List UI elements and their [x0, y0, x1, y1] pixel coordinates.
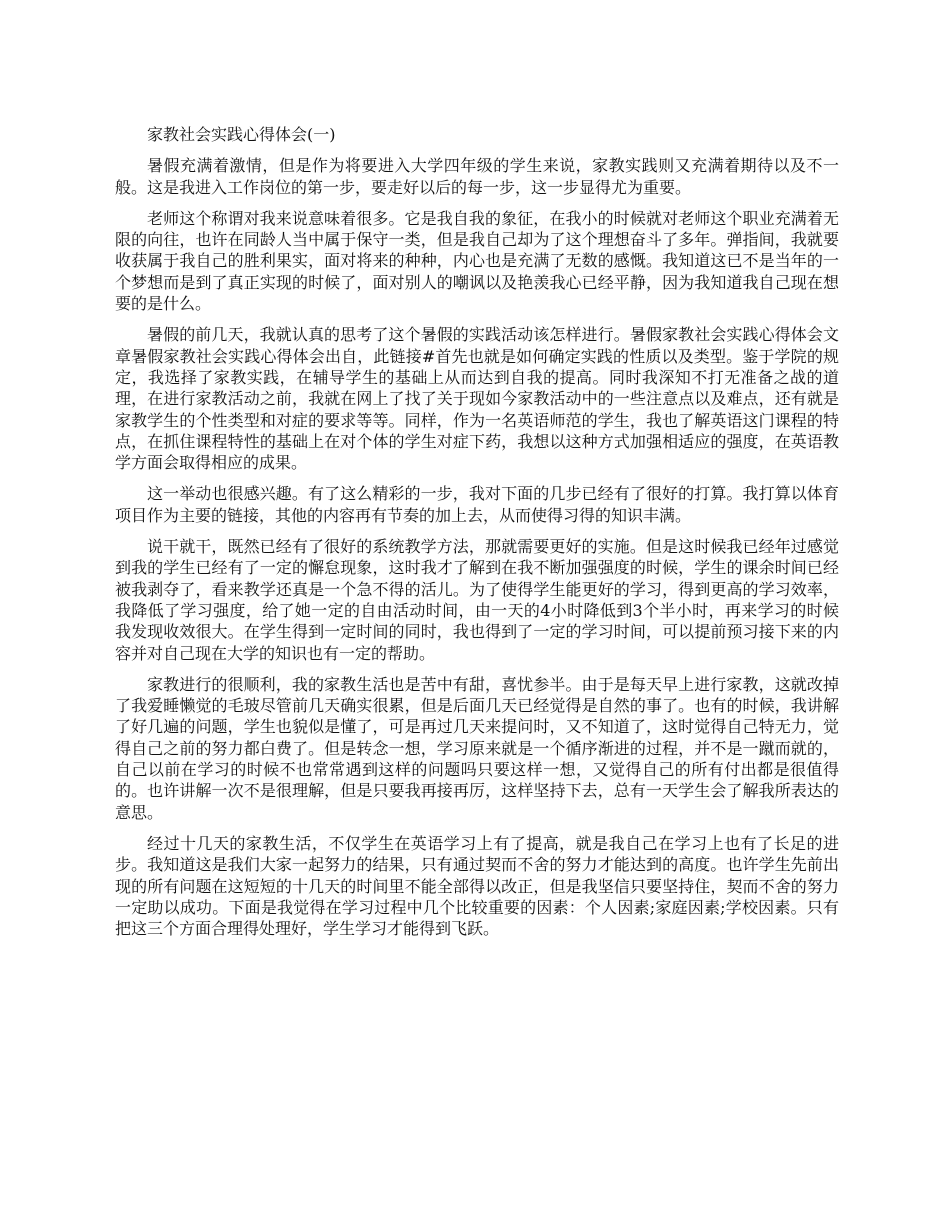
paragraph-6: 家教进行的很顺利，我的家教生活也是苦中有甜，喜忧参半。由于是每天早上进行家教，这就改掉了我爱睡懒觉的毛玻尽管前几天确实很累，但是后面几天已经觉得是自然的事了。也有的时候，我讲解了好几遍的问题，学生也貌似是懂了，可是再过几天来提问时，又不知道了，这时觉得自己特无力，觉得自己之前的努力都白费了。但是转念一想，学习原来就是一个循序渐进的过程，并不是一蹴而就的，自己以前在学习的时候不也常常遇到这样的问题吗只要这样一想，又觉得自己的所有付出都是很值得的。也许讲解一次不是很理解，但是只要我再接再厉，这样坚持下去，总有一天学生会了解我所表达的意思。	[115, 674, 839, 822]
document-body	[115, 124, 839, 949]
paragraph-2: 老师这个称谓对我来说意味着很多。它是我自我的象征，在我小的时候就对老师这个职业充满着无限的向往，也许在同龄人当中属于保守一类，但是我自己却为了这个理想奋斗了多年。弹指间，我就要收获属于我自己的胜利果实，面对将来的种种，内心也是充满了无数的感慨。我知道这已不是当年的一个梦想而是到了真正实现的时候了，面对别人的嘲讽以及艳羡我心已经平静，因为我知道我自己现在想要的是什么。	[115, 208, 839, 314]
paragraph-4: 这一举动也很感兴趣。有了这么精彩的一步，我对下面的几步已经有了很好的打算。我打算以体育项目作为主要的链接，其他的内容再有节奏的加上去，从而使得习得的知识丰满。	[115, 484, 839, 525]
paragraph-1: 暑假充满着激情，但是作为将要进入大学四年级的学生来说，家教实践则又充满着期待以及不一般。这是我进入工作岗位的第一步，要走好以后的每一步，这一步显得尤为重要。	[115, 156, 839, 197]
paragraph-7: 经过十几天的家教生活，不仅学生在英语学习上有了提高，就是我自己在学习上也有了长足的进步。我知道这是我们大家一起努力的结果，只有通过契而不舍的努力才能达到的高度。也许学生先前出现的所有问题在这短短的十几天的时间里不能全部得以改正，但是我坚信只要坚持住，契而不舍的努力一定助以成功。下面是我觉得在学习过程中几个比较重要的因素：个人因素;家庭因素;学校因素。只有把这三个方面合理得处理好，学生学习才能得到飞跃。	[115, 833, 839, 939]
document-title: 家教社会实践心得体会(一)	[147, 125, 336, 144]
paragraph-5: 说干就干，既然已经有了很好的系统教学方法，那就需要更好的实施。但是这时候我已经年过感觉到我的学生已经有了一定的懈怠现象，这时我才了解到在我不断加强强度的时候，学生的课余时间已经被我剥夺了，看来教学还真是一个急不得的活儿。为了使得学生能更好的学习，得到更高的学习效率，我降低了学习强度，给了她一定的自由活动时间，由一天的4小时降低到3个半小时，再来学习的时候我发现收效很大。在学生得到一定时间的同时，我也得到了一定的学习时间，可以提前预习接下来的内容并对自己现在大学的知识也有一定的帮助。	[115, 537, 839, 663]
paragraph-3: 暑假的前几天，我就认真的思考了这个暑假的实践活动该怎样进行。暑假家教社会实践心得体会文章暑假家教社会实践心得体会出自，此链接#首先也就是如何确定实践的性质以及类型。鉴于学院的规定，我选择了家教实践，在辅导学生的基础上从而达到自我的提高。同时我深知不打无准备之战的道理，在进行家教活动之前，我就在网上了找了关于现如今家教活动中的一些注意点以及难点，还有就是家教学生的个性类型和对症的要求等等。同样，作为一名英语师范的学生，我也了解英语这门课程的特点，在抓住课程特性的基础上在对个体的学生对症下药，我想以这种方式加强相适应的强度，在英语教学方面会取得相应的成果。	[115, 325, 839, 473]
